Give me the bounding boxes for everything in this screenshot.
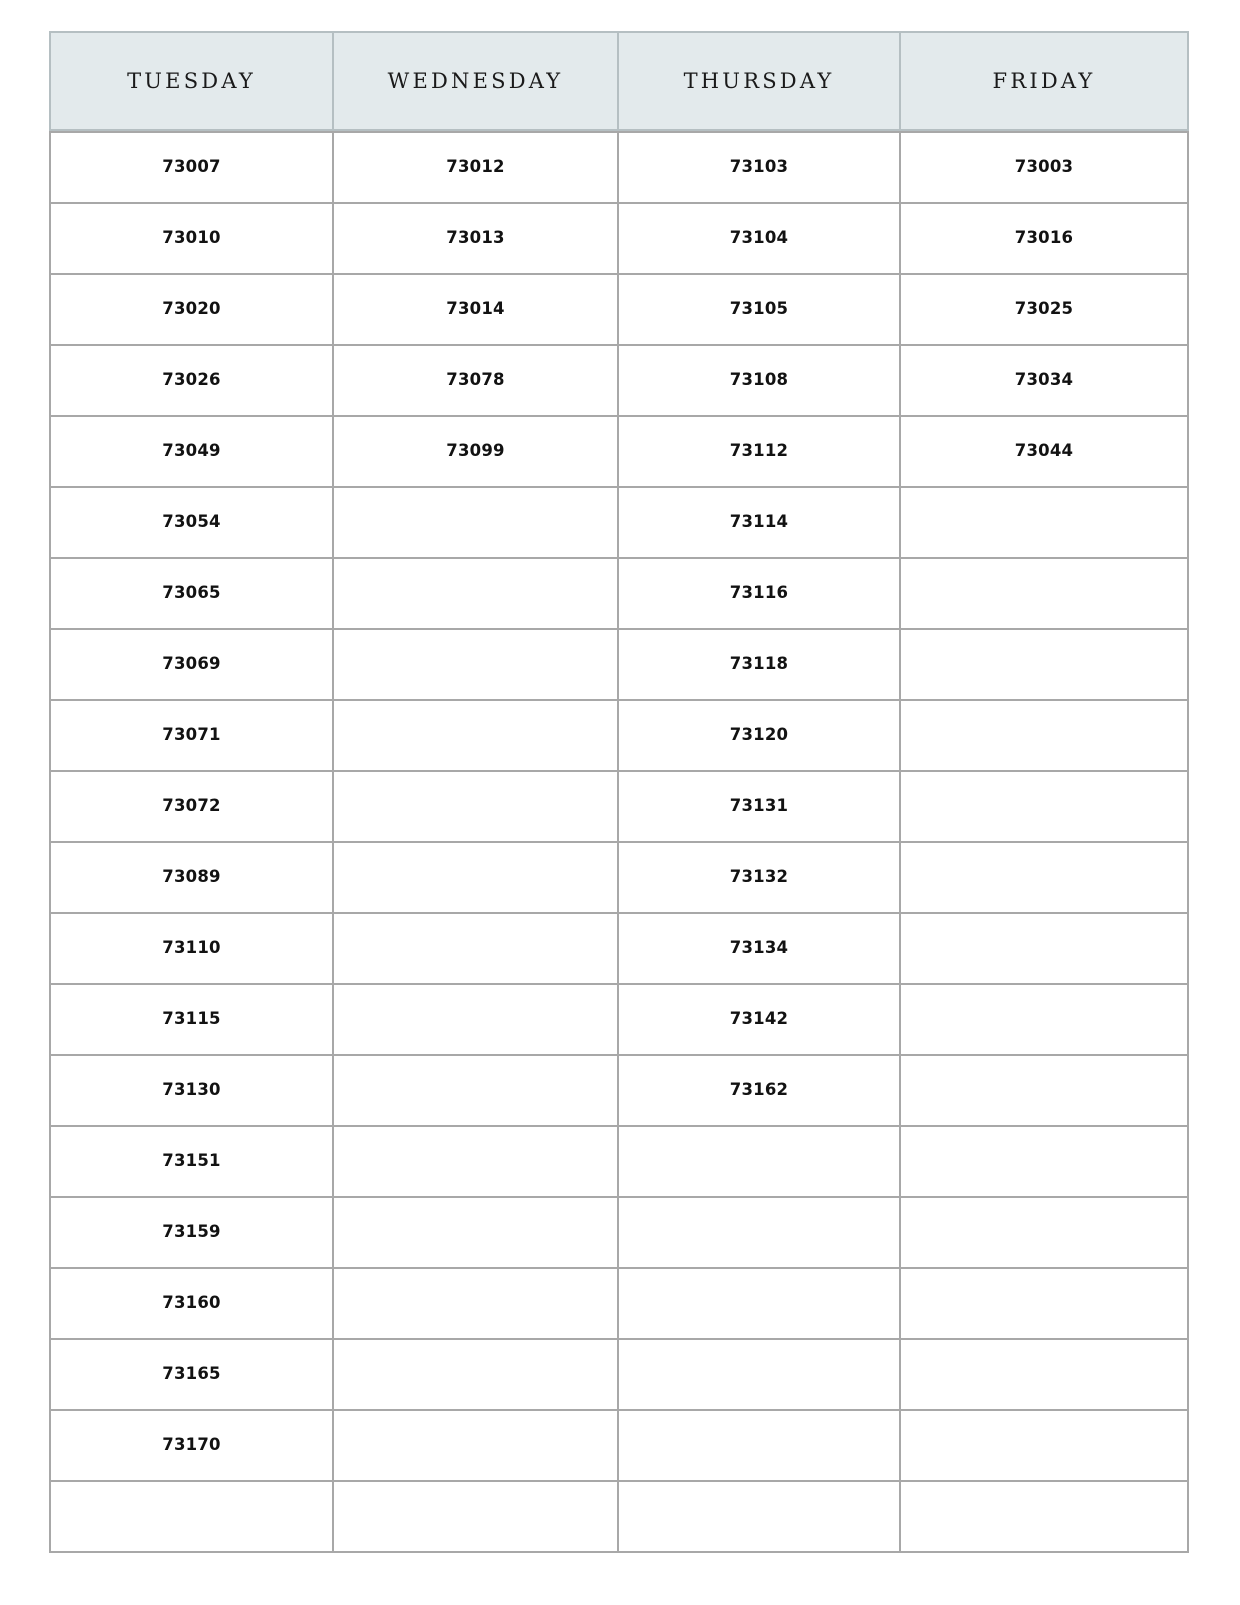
cell-value: 73104 (729, 228, 789, 248)
table-cell-tuesday (49, 1127, 334, 1198)
cell-value: 73007 (162, 157, 221, 177)
table-cell-thursday (619, 1198, 901, 1269)
cell-value: 73151 (162, 1151, 221, 1171)
cell-value: 73118 (729, 654, 789, 674)
table-cell-tuesday (49, 1340, 334, 1411)
cell-value: 73025 (1014, 299, 1074, 319)
table-cell-thursday (619, 914, 901, 985)
table-cell-wednesday (334, 1411, 619, 1482)
cell-value: 73020 (162, 299, 221, 319)
table-cell-tuesday (49, 488, 334, 559)
column-header-wednesday: WEDNESDAY (334, 31, 619, 131)
table-cell-thursday (619, 131, 901, 204)
cell-value: 73034 (1014, 370, 1074, 390)
cell-value: 73010 (162, 228, 221, 248)
table-cell-friday (901, 1127, 1189, 1198)
column-header-thursday: THURSDAY (619, 31, 901, 131)
table-cell-wednesday (334, 559, 619, 630)
column-header-friday: FRIDAY (901, 31, 1189, 131)
table-row (49, 417, 1189, 488)
table-cell-friday (901, 1056, 1189, 1127)
table-row (49, 1411, 1189, 1482)
table-cell-tuesday (49, 1056, 334, 1127)
table-row (49, 204, 1189, 275)
table-cell-wednesday (334, 772, 619, 843)
cell-value: 73110 (162, 938, 221, 958)
cell-value: 73069 (162, 654, 221, 674)
table-row (49, 1482, 1189, 1553)
column-header-tuesday: TUESDAY (49, 31, 334, 131)
table-cell-wednesday (334, 1198, 619, 1269)
cell-value: 73072 (162, 796, 221, 816)
table-cell-thursday (619, 1340, 901, 1411)
cell-value: 73071 (162, 725, 221, 745)
table-cell-tuesday (49, 772, 334, 843)
table-cell-tuesday (49, 630, 334, 701)
table-cell-wednesday (334, 417, 619, 488)
table-cell-thursday (619, 843, 901, 914)
table-cell-tuesday (49, 559, 334, 630)
table-cell-friday (901, 417, 1189, 488)
table-row (49, 1340, 1189, 1411)
table-cell-wednesday (334, 1482, 619, 1553)
header-row (49, 31, 1189, 131)
table-cell-friday (901, 488, 1189, 559)
table-cell-friday (901, 1340, 1189, 1411)
cell-value: 73160 (162, 1293, 221, 1313)
table-cell-thursday (619, 772, 901, 843)
table-cell-thursday (619, 346, 901, 417)
table-cell-tuesday (49, 346, 334, 417)
table-cell-friday (901, 559, 1189, 630)
table-cell-friday (901, 275, 1189, 346)
cell-value: 73116 (729, 583, 789, 603)
table-row (49, 1269, 1189, 1340)
table-cell-friday (901, 985, 1189, 1056)
cell-value: 73170 (162, 1435, 221, 1455)
table-cell-wednesday (334, 1127, 619, 1198)
table-row (49, 630, 1189, 701)
table-cell-wednesday (334, 630, 619, 701)
table-cell-thursday (619, 1411, 901, 1482)
cell-value: 73130 (162, 1080, 221, 1100)
cell-value: 73099 (446, 441, 505, 461)
table-row (49, 488, 1189, 559)
table-cell-friday (901, 843, 1189, 914)
table-cell-thursday (619, 985, 901, 1056)
table-row (49, 1127, 1189, 1198)
table-row (49, 772, 1189, 843)
table-row (49, 985, 1189, 1056)
table-cell-wednesday (334, 275, 619, 346)
table-row (49, 843, 1189, 914)
cell-value: 73103 (729, 157, 789, 177)
table-cell-tuesday (49, 843, 334, 914)
cell-value: 73054 (162, 512, 221, 532)
cell-value: 73131 (729, 796, 789, 816)
table-row (49, 346, 1189, 417)
cell-value: 73115 (162, 1009, 221, 1029)
table-cell-tuesday (49, 204, 334, 275)
cell-value: 73142 (729, 1009, 789, 1029)
table-cell-wednesday (334, 1056, 619, 1127)
cell-value: 73078 (446, 370, 505, 390)
cell-value: 73105 (729, 299, 789, 319)
table-cell-friday (901, 772, 1189, 843)
cell-value: 73108 (729, 370, 789, 390)
table-cell-thursday (619, 701, 901, 772)
table-cell-thursday (619, 204, 901, 275)
table-cell-tuesday (49, 1198, 334, 1269)
table-row (49, 559, 1189, 630)
cell-value: 73159 (162, 1222, 221, 1242)
table-cell-friday (901, 346, 1189, 417)
table-header (49, 31, 1189, 131)
table-cell-tuesday (49, 131, 334, 204)
table-cell-wednesday (334, 843, 619, 914)
table-cell-thursday (619, 1127, 901, 1198)
table-row (49, 131, 1189, 204)
cell-value: 73012 (446, 157, 505, 177)
cell-value: 73114 (729, 512, 789, 532)
table-row (49, 1056, 1189, 1127)
table-cell-friday (901, 1482, 1189, 1553)
table-cell-thursday (619, 488, 901, 559)
table-row (49, 914, 1189, 985)
table-cell-thursday (619, 1269, 901, 1340)
cell-value: 73016 (1014, 228, 1074, 248)
table-cell-tuesday (49, 417, 334, 488)
table-cell-tuesday (49, 1411, 334, 1482)
table-cell-tuesday (49, 1482, 334, 1553)
table-row (49, 275, 1189, 346)
cell-value: 73044 (1014, 441, 1074, 461)
table-cell-wednesday (334, 985, 619, 1056)
table-cell-wednesday (334, 701, 619, 772)
table-cell-tuesday (49, 985, 334, 1056)
cell-value: 73003 (1014, 157, 1074, 177)
table-cell-wednesday (334, 346, 619, 417)
table-row (49, 1198, 1189, 1269)
table-cell-wednesday (334, 488, 619, 559)
table-cell-tuesday (49, 1269, 334, 1340)
table-cell-thursday (619, 417, 901, 488)
cell-value: 73165 (162, 1364, 221, 1384)
cell-value: 73132 (729, 867, 789, 887)
table-cell-thursday (619, 1482, 901, 1553)
table-cell-wednesday (334, 914, 619, 985)
table-cell-tuesday (49, 701, 334, 772)
table-cell-thursday (619, 1056, 901, 1127)
cell-value: 73134 (729, 938, 789, 958)
cell-value: 73026 (162, 370, 221, 390)
table-cell-tuesday (49, 275, 334, 346)
table-cell-tuesday (49, 914, 334, 985)
table-cell-wednesday (334, 1269, 619, 1340)
table-cell-friday (901, 1269, 1189, 1340)
table-cell-wednesday (334, 204, 619, 275)
table-cell-friday (901, 630, 1189, 701)
cell-value: 73089 (162, 867, 221, 887)
cell-value: 73014 (446, 299, 505, 319)
schedule-table (49, 31, 1189, 1553)
table-body (49, 131, 1189, 1553)
table-cell-friday (901, 914, 1189, 985)
table-cell-friday (901, 131, 1189, 204)
cell-value: 73065 (162, 583, 221, 603)
table-cell-friday (901, 1198, 1189, 1269)
table-cell-friday (901, 1411, 1189, 1482)
cell-value: 73013 (446, 228, 505, 248)
table-cell-wednesday (334, 1340, 619, 1411)
cell-value: 73120 (729, 725, 789, 745)
cell-value: 73049 (162, 441, 221, 461)
cell-value: 73112 (729, 441, 789, 461)
table-cell-thursday (619, 630, 901, 701)
table-cell-thursday (619, 275, 901, 346)
cell-value: 73162 (729, 1080, 789, 1100)
table-cell-wednesday (334, 131, 619, 204)
table-cell-friday (901, 204, 1189, 275)
table-row (49, 701, 1189, 772)
table-cell-thursday (619, 559, 901, 630)
table-cell-friday (901, 701, 1189, 772)
